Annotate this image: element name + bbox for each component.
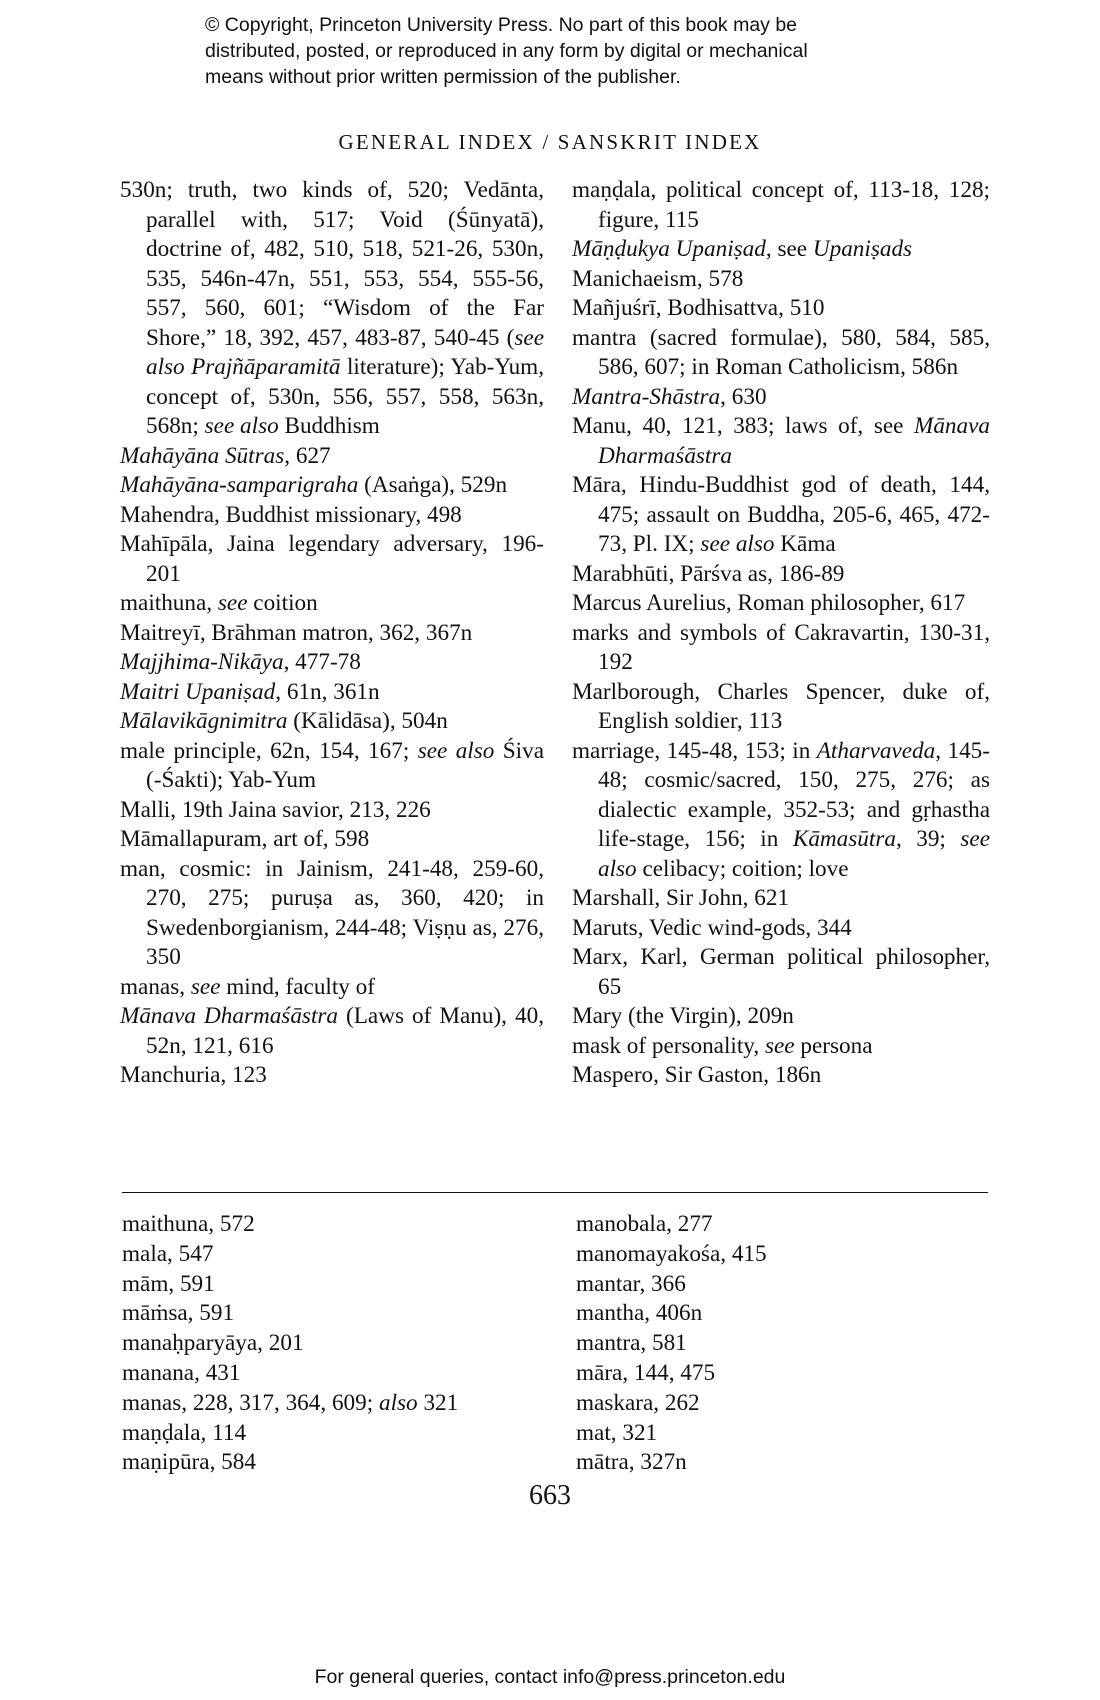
running-head: GENERAL INDEX / SANSKRIT INDEX [338, 130, 762, 154]
index-entry: Manchuria, 123 [120, 1062, 267, 1088]
sanskrit-entry: mantar, 366 [576, 1270, 686, 1297]
sanskrit-entry: mala, 547 [122, 1240, 214, 1267]
index-entry: Marabhūti, Pārśva as, 186-89 [572, 560, 845, 587]
sanskrit-entry: maskara, 262 [576, 1389, 700, 1416]
copyright-notice [205, 12, 925, 90]
sanskrit-entry: maṇipūra, 584 [122, 1449, 256, 1476]
index-entry: mask of personality, see persona [572, 1032, 873, 1059]
index-entry: Marx, Karl, German political philosopher, 65 [572, 944, 990, 1000]
index-entry: Marcus Aurelius, Roman philosopher, 617 [572, 590, 966, 616]
index-entry: Marlborough, Charles Spencer, duke of, English soldier, 113 [572, 678, 990, 734]
sanskrit-entry: mantha, 406n [576, 1300, 703, 1327]
section-divider [122, 1192, 988, 1193]
copyright-line: distributed, posted, or reproduced in any form by digital or mechanical [205, 40, 808, 62]
copyright-line: means without prior written permission of the publisher. [205, 66, 681, 88]
index-entry: Marshall, Sir John, 621 [572, 885, 790, 911]
index-entry: male principle, 62n, 154, 167; see also Śiva (-Śakti); Yab-Yum [120, 737, 544, 793]
sanskrit-entry: māṁsa, 591 [122, 1300, 235, 1327]
index-entry: Manichaeism, 578 [572, 265, 744, 292]
index-entry: Mahāyāna Sūtras, 627 [120, 442, 331, 469]
sanskrit-entry: manana, 431 [122, 1359, 241, 1386]
index-entry: Mahīpāla, Jaina legendary adversary, 196-201 [120, 531, 544, 587]
index-entry: marks and symbols of Cakravartin, 130-31, 192 [572, 619, 990, 675]
index-entry: maithuna, see coition [120, 590, 318, 616]
sanskrit-entry: mat, 321 [576, 1419, 658, 1446]
index-entry: Mānava Dharmaśāstra (Laws of Manu), 40, 52n, 121, 616 [120, 1003, 544, 1059]
sanskrit-index-right-column [576, 1210, 986, 1478]
index-entry: 530n; truth, two kinds of, 520; Vedānta, parallel with, 517; Void (Śūnyatā), doctrine of, 482, 510, 518, 521-26, 530n, 535, 546n-47n, 551, 553, 554, 555-56, 557, 560, 601; “Wisdom of the Far Shore,” 18, 392, 457, 483-87, 540-45 (see also Prajñāparamitā literature); Yab-Yum, concept of, 530n, 556, 557, 558, 563n, 568n; see also Buddhism [120, 177, 544, 439]
index-entry: mantra (sacred formulae), 580, 584, 585, 586, 607; in Roman Catholicism, 586n [572, 324, 990, 380]
sanskrit-entry: mātra, 327n [576, 1449, 687, 1476]
index-entry: Manu, 40, 121, 383; laws of, see Mānava Dharmaśāstra [572, 413, 990, 469]
general-index-left-column [120, 176, 544, 1091]
sanskrit-entry: manaḥparyāya, 201 [122, 1330, 304, 1357]
sanskrit-entry: māra, 144, 475 [576, 1359, 716, 1386]
page-number: 663 [529, 1480, 571, 1511]
sanskrit-entry: manomayakośa, 415 [576, 1240, 767, 1267]
index-entry: Mary (the Virgin), 209n [572, 1003, 794, 1029]
index-entry: Māmallapuram, art of, 598 [120, 826, 370, 852]
index-entry: Malli, 19th Jaina savior, 213, 226 [120, 796, 431, 823]
copyright-line: © Copyright, Princeton University Press. No part of this book may be [205, 14, 798, 36]
index-entry: Mahendra, Buddhist missionary, 498 [120, 501, 462, 528]
footer-contact: For general queries, contact info@press.princeton.edu [314, 1666, 786, 1688]
index-entry: Mantra-Shāstra, 630 [572, 383, 767, 410]
sanskrit-entry: mām, 591 [122, 1270, 215, 1297]
index-entry: Mahāyāna-samparigraha (Asaṅga), 529n [120, 472, 508, 498]
sanskrit-entry: manas, 228, 317, 364, 609; also 321 [122, 1389, 459, 1416]
general-index-right-column [572, 176, 990, 1091]
sanskrit-entry: maithuna, 572 [122, 1211, 255, 1237]
index-entry: Majjhima-Nikāya, 477-78 [120, 649, 361, 675]
index-entry: manas, see mind, faculty of [120, 973, 375, 1000]
index-entry: Maspero, Sir Gaston, 186n [572, 1062, 822, 1088]
sanskrit-entry: maṇḍala, 114 [122, 1419, 247, 1446]
sanskrit-entry: mantra, 581 [576, 1330, 687, 1357]
index-entry: Mālavikāgnimitra (Kālidāsa), 504n [120, 708, 448, 734]
index-entry: Maruts, Vedic wind-gods, 344 [572, 914, 852, 941]
index-entry: marriage, 145-48, 153; in Atharvaveda, 145-48; cosmic/sacred, 150, 275, 276; as dialectic example, 352-53; and gṛhastha life-stage, 156; in Kāmasūtra, 39; see also celibacy; coition; love [572, 737, 990, 882]
index-entry: Mañjuśrī, Bodhisattva, 510 [572, 295, 825, 321]
index-entry: Māṇḍukya Upaniṣad, see Upaniṣads [572, 236, 913, 262]
index-entry: man, cosmic: in Jainism, 241-48, 259-60, 270, 275; puruṣa as, 360, 420; in Swedenborgianism, 244-48; Viṣṇu as, 276, 350 [120, 855, 544, 970]
index-entry: Maitri Upaniṣad, 61n, 361n [120, 678, 380, 705]
sanskrit-entry: manobala, 277 [576, 1211, 713, 1237]
index-entry: Māra, Hindu-Buddhist god of death, 144, 475; assault on Buddha, 205-6, 465, 472-73, Pl. IX; see also Kāma [572, 472, 990, 557]
sanskrit-index-left-column [122, 1210, 552, 1478]
index-entry: maṇḍala, political concept of, 113-18, 128; figure, 115 [572, 177, 990, 233]
index-entry: Maitreyī, Brāhman matron, 362, 367n [120, 619, 473, 646]
